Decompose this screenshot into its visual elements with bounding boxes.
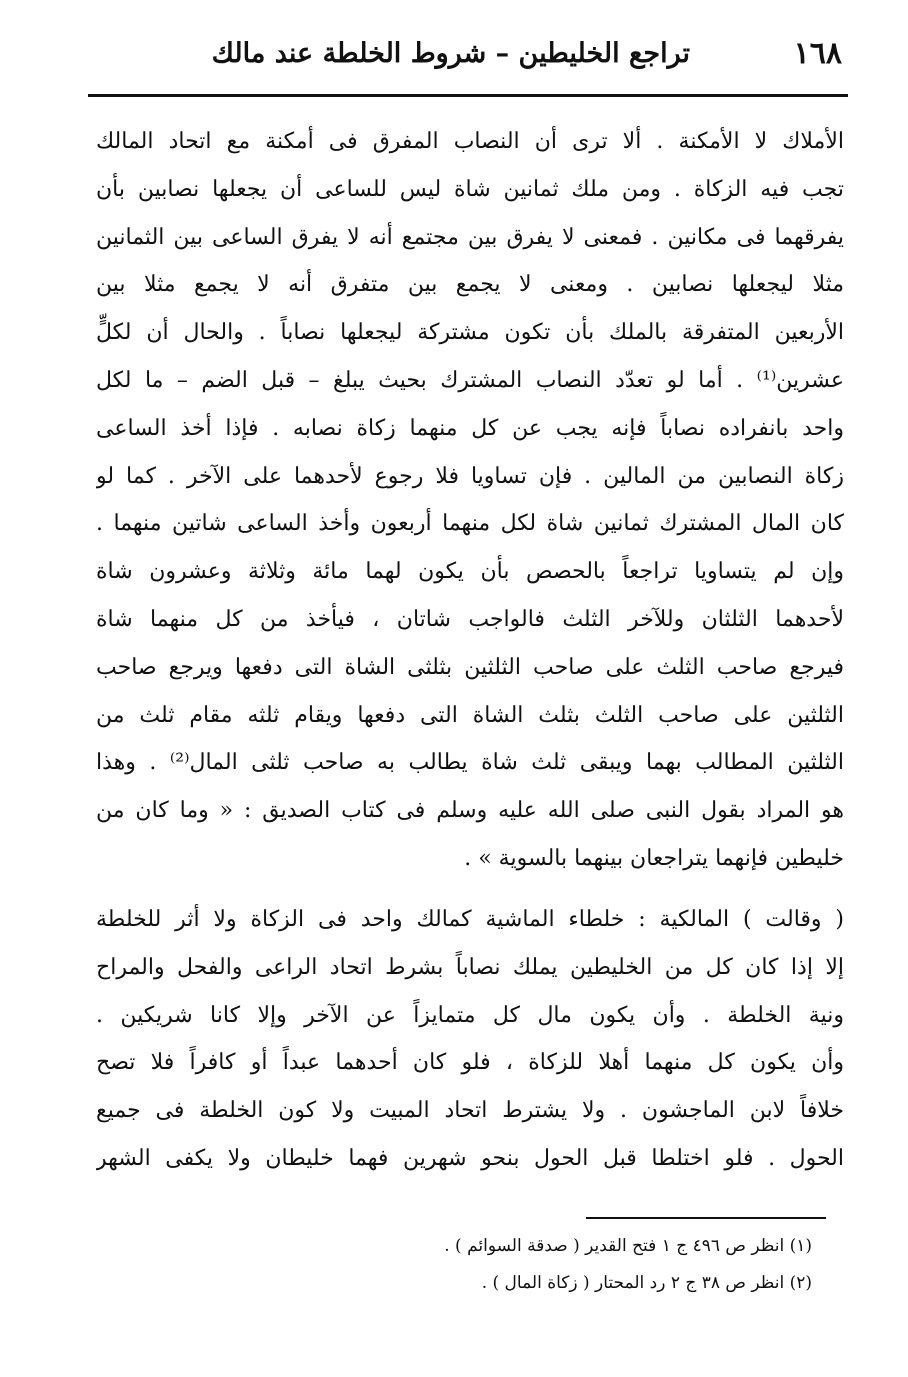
text-line: عشرين⁽¹⁾ . أما لو تعدّد النصاب المشترك بحيث يبلغ – قبل الضم – ما لكل <box>96 367 844 393</box>
text-line: لأحدهما الثلثان وللآخر الثلث فالواجب شاتان ، فيأخذ من كل منهما شاة <box>96 606 844 632</box>
text-line: تجب فيه الزكاة . ومن ملك ثمانين شاة ليس للساعى أن يجعلها نصابين بأن <box>96 176 844 202</box>
text-line: واحد بانفراده نصاباً فإنه يجب عن كل منهما زكاة نصابه . فإذا أخذ الساعى <box>96 415 844 441</box>
text-line: وإن لم يتساويا تراجعاً بالحصص بأن يكون لهما مائة وثلاثة وعشرون شاة <box>96 559 844 585</box>
running-title: تراجع الخليطين – شروط الخلطة عند مالك <box>211 38 690 69</box>
text-line: إلا إذا كان كل من الخليطين يملك نصاباً بشرط اتحاد الراعى والفحل والمراح <box>96 954 844 980</box>
text-line: الثلثين المطالب بهما ويبقى ثلث شاة يطالب به صاحب ثلثى المال⁽²⁾ . وهذا <box>96 750 844 776</box>
text-line: خلافاً لابن الماجشون . ولا يشترط اتحاد المبيت ولا كون الخلطة فى جميع <box>96 1098 844 1124</box>
footnote-rule <box>586 1217 826 1219</box>
text-line: كان المال المشترك ثمانين شاة لكل منهما أربعون وأخذ الساعى شاتين منهما . <box>96 511 844 537</box>
text-line: زكاة النصابين من المالين . فإن تساويا فلا رجوع لأحدهما على الآخر . كما لو <box>96 463 844 489</box>
footnote-2: (٢) انظر ص ٣٨ ج ٢ رد المحتار ( زكاة المال ) . <box>481 1273 812 1293</box>
text-line: ( وقالت ) المالكية : خلطاء الماشية كمالك واحد فى الزكاة ولا أثر للخلطة <box>96 907 844 932</box>
paragraph-2 <box>96 896 844 1183</box>
text-line: هو المراد بقول النبى صلى الله عليه وسلم فى كتاب الصديق : « وما كان من <box>96 798 844 824</box>
text-line: يفرقهما فى مكانين . فمعنى لا يفرق بين مجتمع أنه لا يفرق الساعى بين الثمانين <box>96 224 844 250</box>
text-line: الحول . فلو اختلطا قبل الحول بنحو شهرين فهما خليطان ولا يكفى الشهر <box>96 1145 844 1171</box>
text-line: الأربعين المتفرقة بالملك بأن تكون مشتركة ليجعلها نصاباً . والحال أن لكلٍّ <box>96 320 844 346</box>
page-header <box>88 28 848 92</box>
text-line: خليطين فإنهما يتراجعان بينهما بالسوية » . <box>464 845 844 871</box>
text-line: الأملاك لا الأمكنة . ألا ترى أن النصاب المفرق فى أمكنة مع اتحاد المالك <box>96 129 844 154</box>
text-line: وأن يكون كل منهما أهلا للزكاة ، فلو كان أحدهما عبداً أو كافراً فلا تصح <box>96 1050 844 1076</box>
page-number: ١٦٨ <box>793 36 842 71</box>
footnotes <box>292 1228 812 1302</box>
text-line: فيرجع صاحب الثلث على صاحب الثلثين بثلثى الشاة التى دفعها ويرجع صاحب <box>96 654 844 680</box>
footnote-1: (١) انظر ص ٤٩٦ ج ١ فتح القدير ( صدقة السوائم ) . <box>444 1236 812 1256</box>
header-rule <box>88 94 848 97</box>
paragraph-1 <box>96 118 844 883</box>
text-line: الثلثين على صاحب الثلث بثلث الشاة التى دفعها ويقام ثلثه مقام ثلث من <box>96 702 844 728</box>
text-line: مثلا ليجعلها نصابين . ومعنى لا يجمع بين متفرق أنه لا يجمع مثلا بين <box>96 272 844 298</box>
text-line: ونية الخلطة . وأن يكون مال كل متمايزاً عن الآخر وإلا كانا شريكين . <box>96 1002 844 1028</box>
